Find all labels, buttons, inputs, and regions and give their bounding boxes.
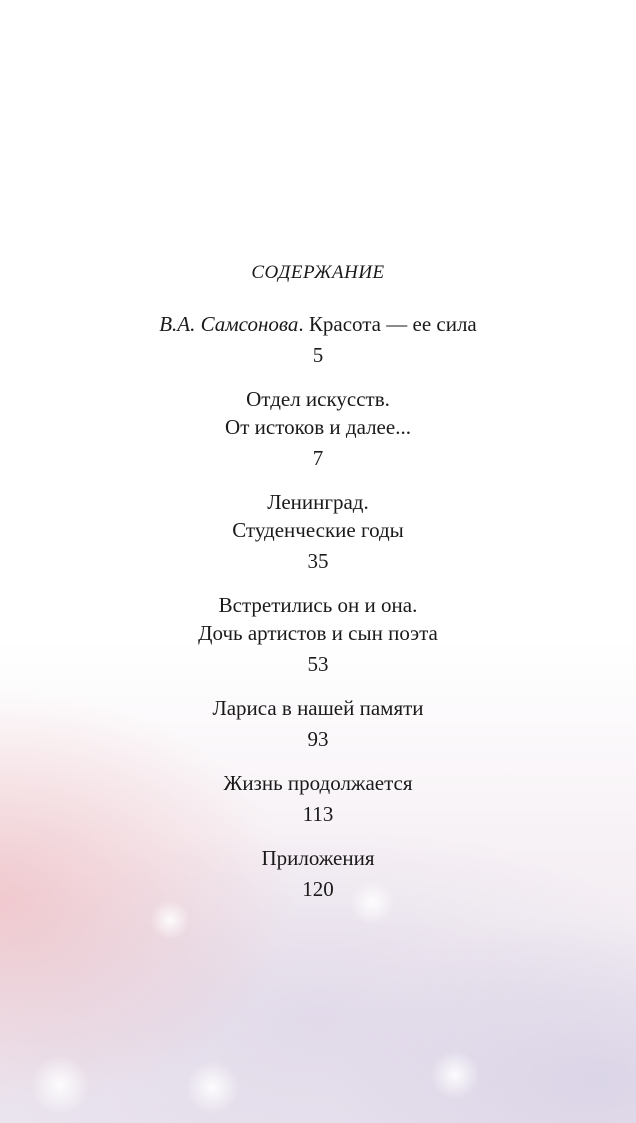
toc-entry-page: 5 xyxy=(312,343,324,367)
table-of-contents xyxy=(0,262,636,919)
toc-title: СОДЕРЖАНИЕ xyxy=(251,262,385,283)
toc-entry-page: 120 xyxy=(302,877,334,901)
toc-entry-title-line: Ленинград. xyxy=(267,490,369,514)
toc-entry-page: 113 xyxy=(302,802,334,826)
toc-entry-title-line: Лариса в нашей памяти xyxy=(212,696,424,720)
toc-entry xyxy=(0,694,636,753)
toc-entry-title-line: Встретились он и она. xyxy=(218,593,418,617)
toc-entry xyxy=(0,310,636,369)
toc-entry-title-text: . Красота — ее сила xyxy=(298,312,477,336)
blossom-decoration xyxy=(30,1055,90,1115)
toc-entry-title-line: Дочь артистов и сын поэта xyxy=(198,621,438,645)
toc-entry-page: 53 xyxy=(307,652,329,676)
toc-entry-title-line: Приложения xyxy=(261,846,375,870)
toc-entry-page: 35 xyxy=(307,549,329,573)
toc-entry-page: 93 xyxy=(307,727,329,751)
toc-entry xyxy=(0,385,636,472)
toc-entry-title-line: От истоков и далее... xyxy=(225,415,411,439)
toc-entry xyxy=(0,769,636,828)
toc-entry-title xyxy=(0,310,636,338)
toc-entry xyxy=(0,488,636,575)
blossom-decoration xyxy=(185,1060,240,1115)
toc-entry-title-line: Студенческие годы xyxy=(232,518,404,542)
toc-entry-page: 7 xyxy=(312,446,324,470)
toc-entry-title-line: Отдел искусств. xyxy=(246,387,390,411)
blossom-decoration xyxy=(430,1050,480,1100)
toc-entry-author: В.А. Самсонова xyxy=(159,312,299,336)
toc-entry xyxy=(0,591,636,678)
toc-entry-title-line: Жизнь продолжается xyxy=(223,771,413,795)
toc-entry xyxy=(0,844,636,903)
